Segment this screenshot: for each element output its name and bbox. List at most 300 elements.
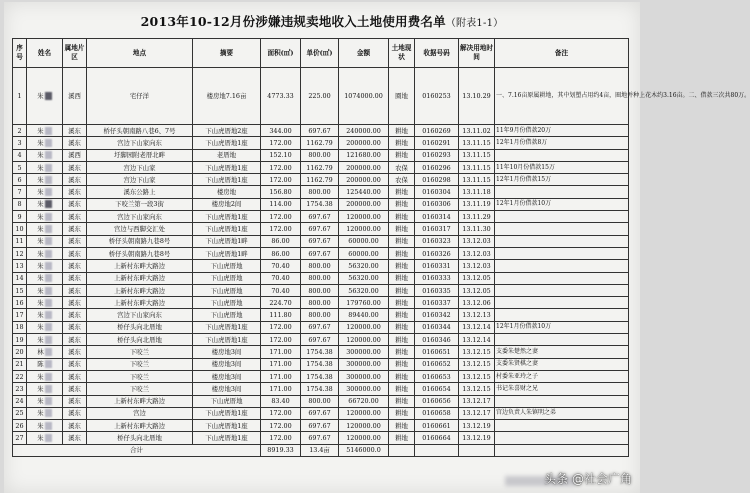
cell-seq: 15 [13, 284, 27, 296]
header-unit-price: 单价(㎡) [301, 39, 339, 68]
table-row [13, 174, 629, 186]
cell-area-group: 溪东 [63, 334, 87, 346]
table-row [13, 284, 629, 296]
cell-unit-price: 800.00 [301, 297, 339, 309]
cell-amount: 89440.00 [339, 309, 389, 321]
cell-note [495, 334, 629, 346]
cell-unit-price: 1754.38 [301, 198, 339, 210]
cell-summary: 老厝地 [193, 149, 261, 161]
cell-name: 朱 [27, 272, 63, 284]
cell-seq: 18 [13, 321, 27, 333]
cell-receipt-no: 0160335 [415, 284, 459, 296]
cell-receipt-no: 0160323 [415, 235, 459, 247]
cell-note: 12年1月份借款15万 [495, 174, 629, 186]
cell-summary: 下山虎厝地2座 [193, 125, 261, 137]
redaction-mark [45, 274, 52, 282]
cell-receipt-no: 0160293 [415, 149, 459, 161]
cell-name: 朱 [27, 161, 63, 173]
cell-note [495, 211, 629, 223]
redaction-mark [45, 92, 52, 100]
table-row [13, 420, 629, 432]
cell-amount: 56320.00 [339, 272, 389, 284]
cell-summary: 楼房地3间 [193, 370, 261, 382]
cell-land-status: 农保 [389, 161, 415, 173]
cell-unit-price: 1162.79 [301, 174, 339, 186]
table-row [13, 346, 629, 358]
cell-unit-price: 800.00 [301, 284, 339, 296]
cell-location: 上新村东畔大路边 [87, 284, 193, 296]
cell-resolve-time: 13.12.03 [459, 260, 495, 272]
redaction-mark [45, 385, 52, 393]
table-row [13, 198, 629, 210]
cell-seq: 16 [13, 297, 27, 309]
cell-resolve-time: 13.12.15 [459, 358, 495, 370]
cell-amount: 66720.00 [339, 395, 389, 407]
cell-land-status: 圈地 [389, 68, 415, 125]
cell-amount: 200000.00 [339, 174, 389, 186]
cell-seq: 5 [13, 161, 27, 173]
redaction-mark [45, 200, 52, 208]
cell-summary: 下山虎厝地 [193, 284, 261, 296]
total-empty-1 [389, 444, 415, 456]
cell-note: 宫边负责人朱镇明之弟 [495, 407, 629, 419]
redaction-mark [45, 397, 52, 405]
cell-name: 朱 [27, 383, 63, 395]
cell-amount: 300000.00 [339, 346, 389, 358]
header-amount: 金额 [339, 39, 389, 68]
table-header-row [13, 39, 629, 68]
table-row [13, 125, 629, 137]
document-title [4, 12, 640, 30]
cell-location: 上新村东畔大路边 [87, 272, 193, 284]
cell-location: 桥仔头向北厝地 [87, 432, 193, 444]
cell-name: 林 [27, 346, 63, 358]
cell-area: 171.00 [261, 358, 301, 370]
cell-summary: 楼房地 [193, 186, 261, 198]
cell-receipt-no: 0160253 [415, 68, 459, 125]
cell-resolve-time: 13.11.15 [459, 149, 495, 161]
cell-note [495, 432, 629, 444]
cell-summary: 下山虎厝地1畔 [193, 235, 261, 247]
cell-amount: 200000.00 [339, 161, 389, 173]
cell-area-group: 溪东 [63, 432, 87, 444]
cell-location: 桥仔头向北厝地 [87, 321, 193, 333]
cell-land-status: 耕地 [389, 235, 415, 247]
cell-area-group: 溪东 [63, 370, 87, 382]
cell-seq: 14 [13, 272, 27, 284]
cell-name: 朱 [27, 137, 63, 149]
cell-resolve-time: 13.12.06 [459, 297, 495, 309]
cell-amount: 120000.00 [339, 211, 389, 223]
cell-area: 156.80 [261, 186, 301, 198]
cell-seq: 3 [13, 137, 27, 149]
cell-area-group: 溪东 [63, 395, 87, 407]
cell-location: 下咬兰 [87, 358, 193, 370]
cell-resolve-time: 13.11.15 [459, 174, 495, 186]
cell-area: 171.00 [261, 383, 301, 395]
cell-unit-price: 1754.38 [301, 346, 339, 358]
cell-unit-price: 697.67 [301, 420, 339, 432]
cell-resolve-time: 13.12.05 [459, 284, 495, 296]
cell-land-status: 耕地 [389, 297, 415, 309]
cell-amount: 121680.00 [339, 149, 389, 161]
cell-area: 70.40 [261, 284, 301, 296]
cell-area-group: 溪东 [63, 186, 87, 198]
cell-receipt-no: 0160304 [415, 186, 459, 198]
cell-note [495, 223, 629, 235]
cell-receipt-no: 0160653 [415, 370, 459, 382]
cell-resolve-time: 13.12.15 [459, 346, 495, 358]
header-summary: 摘要 [193, 39, 261, 68]
title-text: 2013年10-12月份涉嫌违规卖地收入土地使用费名单 [140, 14, 446, 29]
cell-unit-price: 697.67 [301, 125, 339, 137]
redaction-mark [45, 409, 52, 417]
cell-area: 344.00 [261, 125, 301, 137]
cell-note: 一、7.16亩原属耕地，其中划塑占用约4亩，圈地并种上花木约3.16亩。二、借款三次共80万。 [495, 68, 629, 125]
cell-land-status: 耕地 [389, 370, 415, 382]
cell-seq: 21 [13, 358, 27, 370]
table-row [13, 260, 629, 272]
cell-location: 桥仔头朝南路八巷6、7号 [87, 125, 193, 137]
cell-receipt-no: 0160291 [415, 137, 459, 149]
cell-amount: 300000.00 [339, 370, 389, 382]
cell-note [495, 260, 629, 272]
redaction-mark [45, 213, 52, 221]
cell-resolve-time: 13.11.19 [459, 198, 495, 210]
cell-land-status: 耕地 [389, 260, 415, 272]
cell-location: 上新村东畔大路边 [87, 260, 193, 272]
redaction-mark [45, 373, 52, 381]
cell-receipt-no: 0160344 [415, 321, 459, 333]
cell-amount: 120000.00 [339, 407, 389, 419]
cell-summary: 下山虎厝地1座 [193, 211, 261, 223]
cell-summary: 楼房地7.16亩 [193, 68, 261, 125]
table-row [13, 383, 629, 395]
cell-amount: 56320.00 [339, 260, 389, 272]
cell-area: 224.70 [261, 297, 301, 309]
cell-name: 朱 [27, 186, 63, 198]
cell-unit-price: 800.00 [301, 149, 339, 161]
cell-area-group: 溪东 [63, 309, 87, 321]
table-row [13, 137, 629, 149]
cell-summary: 下山虎厝地1座 [193, 420, 261, 432]
cell-unit-price: 225.00 [301, 68, 339, 125]
cell-resolve-time: 13.12.03 [459, 247, 495, 259]
cell-amount: 120000.00 [339, 321, 389, 333]
redaction-mark [45, 164, 52, 172]
cell-amount: 120000.00 [339, 334, 389, 346]
cell-area-group: 溪东 [63, 137, 87, 149]
cell-resolve-time: 13.12.17 [459, 395, 495, 407]
cell-receipt-no: 0160306 [415, 198, 459, 210]
cell-note: 12年1月份借款10万 [495, 321, 629, 333]
cell-note: 村委朱亚玲之子 [495, 370, 629, 382]
redaction-mark [45, 250, 52, 258]
cell-name: 朱 [27, 247, 63, 259]
header-area: 面积(㎡) [261, 39, 301, 68]
cell-unit-price: 697.67 [301, 247, 339, 259]
redaction-mark [45, 323, 52, 331]
table-row [13, 370, 629, 382]
table-row [13, 334, 629, 346]
cell-unit-price: 1162.79 [301, 161, 339, 173]
cell-note [495, 272, 629, 284]
cell-area-group: 溪东 [63, 223, 87, 235]
cell-seq: 8 [13, 198, 27, 210]
cell-name: 朱 [27, 198, 63, 210]
total-empty-2 [415, 444, 459, 456]
cell-name: 朱 [27, 395, 63, 407]
cell-receipt-no: 0160651 [415, 346, 459, 358]
cell-note [495, 247, 629, 259]
cell-seq: 2 [13, 125, 27, 137]
cell-amount: 120000.00 [339, 223, 389, 235]
cell-location: 圩脚园附老厝北畔 [87, 149, 193, 161]
table-row [13, 223, 629, 235]
cell-note: 书记朱喜财之兄 [495, 383, 629, 395]
cell-area: 4773.33 [261, 68, 301, 125]
cell-land-status: 耕地 [389, 125, 415, 137]
cell-summary: 楼房地3间 [193, 346, 261, 358]
cell-unit-price: 697.67 [301, 235, 339, 247]
cell-note: 12年1月份借款10万 [495, 198, 629, 210]
cell-resolve-time: 13.12.14 [459, 334, 495, 346]
cell-receipt-no: 0160664 [415, 432, 459, 444]
cell-area-group: 溪东 [63, 284, 87, 296]
cell-summary: 下山虎厝地1座 [193, 334, 261, 346]
header-area-group: 属地片区 [63, 39, 87, 68]
cell-name: 朱 [27, 297, 63, 309]
cell-seq: 25 [13, 407, 27, 419]
cell-land-status: 耕地 [389, 321, 415, 333]
cell-receipt-no: 0160652 [415, 358, 459, 370]
cell-area-group: 溪东 [63, 125, 87, 137]
cell-area-group: 溪东 [63, 260, 87, 272]
cell-area: 70.40 [261, 272, 301, 284]
cell-receipt-no: 0160654 [415, 383, 459, 395]
cell-note: 11年10月份借款15万 [495, 161, 629, 173]
cell-area-group: 溪东 [63, 321, 87, 333]
cell-receipt-no: 0160314 [415, 211, 459, 223]
table-row [13, 395, 629, 407]
cell-location: 上新村东畔大路边 [87, 420, 193, 432]
cell-summary: 下山虎厝地1座 [193, 223, 261, 235]
cell-unit-price: 697.67 [301, 407, 339, 419]
cell-seq: 10 [13, 223, 27, 235]
header-location: 地点 [87, 39, 193, 68]
cell-area: 86.00 [261, 235, 301, 247]
total-row [13, 444, 629, 456]
cell-name: 朱 [27, 334, 63, 346]
table-row [13, 358, 629, 370]
cell-receipt-no: 0160333 [415, 272, 459, 284]
total-area: 8919.33 [261, 444, 301, 456]
cell-unit-price: 1162.79 [301, 137, 339, 149]
cell-area-group: 溪东 [63, 383, 87, 395]
cell-land-status: 耕地 [389, 149, 415, 161]
cell-location: 桥仔头向北厝地 [87, 334, 193, 346]
cell-area: 86.00 [261, 247, 301, 259]
cell-area: 172.00 [261, 432, 301, 444]
cell-summary: 下山虎厝地1座 [193, 321, 261, 333]
cell-unit-price: 697.67 [301, 334, 339, 346]
header-resolve-time: 解决用地时间 [459, 39, 495, 68]
cell-area-group: 溪西 [63, 149, 87, 161]
cell-location: 下咬兰 [87, 383, 193, 395]
redaction-mark [45, 188, 52, 196]
cell-summary: 下山虎厝地 [193, 297, 261, 309]
cell-location: 上新村东畔大路边 [87, 297, 193, 309]
redaction-mark [45, 176, 52, 184]
cell-name: 朱 [27, 223, 63, 235]
cell-amount: 56320.00 [339, 284, 389, 296]
header-name: 姓名 [27, 39, 63, 68]
redaction-mark [45, 237, 52, 245]
cell-receipt-no: 0160661 [415, 420, 459, 432]
cell-area: 172.00 [261, 174, 301, 186]
total-amount: 5146000.0 [339, 444, 389, 456]
cell-receipt-no: 0160346 [415, 334, 459, 346]
cell-resolve-time: 13.10.29 [459, 68, 495, 125]
cell-location: 桥仔头朝南路九巷8号 [87, 247, 193, 259]
cell-area-group: 溪西 [63, 68, 87, 125]
cell-unit-price: 697.67 [301, 211, 339, 223]
cell-summary: 下山虎厝地 [193, 272, 261, 284]
cell-name: 朱 [27, 321, 63, 333]
cell-note [495, 284, 629, 296]
cell-unit-price: 697.67 [301, 432, 339, 444]
cell-area-group: 溪东 [63, 211, 87, 223]
header-note: 备注 [495, 39, 629, 68]
cell-area: 172.00 [261, 137, 301, 149]
cell-area: 172.00 [261, 161, 301, 173]
header-land-status: 土地现状 [389, 39, 415, 68]
redaction-mark [45, 225, 52, 233]
cell-unit-price: 697.67 [301, 321, 339, 333]
cell-name: 朱 [27, 284, 63, 296]
cell-name: 朱 [27, 235, 63, 247]
redaction-mark [45, 434, 52, 442]
cell-area-group: 溪东 [63, 346, 87, 358]
cell-land-status: 耕地 [389, 186, 415, 198]
redaction-mark [45, 422, 52, 430]
cell-resolve-time: 13.12.14 [459, 321, 495, 333]
cell-summary: 楼房地3间 [193, 358, 261, 370]
redaction-mark [45, 360, 52, 368]
cell-receipt-no: 0160317 [415, 223, 459, 235]
header-seq: 序号 [13, 39, 27, 68]
cell-area-group: 溪东 [63, 420, 87, 432]
cell-note [495, 149, 629, 161]
cell-name: 朱 [27, 211, 63, 223]
cell-area-group: 溪东 [63, 272, 87, 284]
cell-note [495, 186, 629, 198]
cell-resolve-time: 13.11.29 [459, 211, 495, 223]
land-fee-table [12, 38, 750, 457]
cell-seq: 11 [13, 235, 27, 247]
cell-name: 朱 [27, 407, 63, 419]
total-price: 13.4亩 [301, 444, 339, 456]
table-row [13, 161, 629, 173]
cell-area-group: 溪东 [63, 235, 87, 247]
cell-resolve-time: 13.11.18 [459, 186, 495, 198]
redaction-mark [45, 336, 52, 344]
cell-area-group: 溪东 [63, 198, 87, 210]
cell-seq: 26 [13, 420, 27, 432]
cell-area: 70.40 [261, 260, 301, 272]
title-suffix: （附表1-1） [445, 18, 504, 29]
cell-seq: 23 [13, 383, 27, 395]
cell-location: 下咬兰第一段3街 [87, 198, 193, 210]
table-row [13, 68, 629, 125]
cell-amount: 120000.00 [339, 432, 389, 444]
cell-area: 83.40 [261, 395, 301, 407]
total-label: 合计 [13, 444, 261, 456]
cell-unit-price: 1754.38 [301, 358, 339, 370]
cell-land-status: 耕地 [389, 309, 415, 321]
cell-location: 桥仔头朝南路九巷8号 [87, 235, 193, 247]
cell-resolve-time: 13.11.15 [459, 137, 495, 149]
cell-name: 朱 [27, 174, 63, 186]
cell-receipt-no: 0160331 [415, 260, 459, 272]
cell-name: 朱 [27, 370, 63, 382]
cell-receipt-no: 0160656 [415, 395, 459, 407]
total-empty-3 [459, 444, 495, 456]
cell-land-status: 耕地 [389, 284, 415, 296]
table-body [13, 68, 750, 445]
cell-amount: 200000.00 [339, 198, 389, 210]
cell-area: 114.00 [261, 198, 301, 210]
cell-unit-price: 800.00 [301, 272, 339, 284]
cell-summary: 下山虎厝地1座 [193, 432, 261, 444]
cell-summary: 下山虎厝地 [193, 395, 261, 407]
cell-name: 朱 [27, 309, 63, 321]
cell-seq: 22 [13, 370, 27, 382]
cell-summary: 楼房地3间 [193, 383, 261, 395]
cell-note [495, 297, 629, 309]
table-row [13, 211, 629, 223]
cell-area: 172.00 [261, 223, 301, 235]
cell-receipt-no: 0160269 [415, 125, 459, 137]
cell-location: 宫边与西脚交汇处 [87, 223, 193, 235]
cell-unit-price: 800.00 [301, 260, 339, 272]
cell-land-status: 耕地 [389, 432, 415, 444]
redaction-mark [45, 262, 52, 270]
redaction-mark [45, 151, 52, 159]
cell-note [495, 309, 629, 321]
cell-summary: 下山虎厝地1座 [193, 137, 261, 149]
cell-area: 171.00 [261, 346, 301, 358]
cell-seq: 17 [13, 309, 27, 321]
cell-location: 宫边下山家 [87, 161, 193, 173]
cell-resolve-time: 13.11.30 [459, 223, 495, 235]
cell-area: 172.00 [261, 321, 301, 333]
cell-area-group: 溪东 [63, 174, 87, 186]
cell-note [495, 395, 629, 407]
cell-land-status: 耕地 [389, 334, 415, 346]
cell-resolve-time: 13.12.19 [459, 432, 495, 444]
cell-name: 朱 [27, 420, 63, 432]
cell-amount: 179760.00 [339, 297, 389, 309]
total-empty-4 [495, 444, 629, 456]
cell-area: 172.00 [261, 407, 301, 419]
redaction-mark [45, 299, 52, 307]
table-row [13, 235, 629, 247]
cell-area-group: 溪东 [63, 297, 87, 309]
cell-land-status: 耕地 [389, 358, 415, 370]
cell-resolve-time: 13.12.13 [459, 309, 495, 321]
watermark: 头条 @社会广角 [544, 472, 632, 486]
